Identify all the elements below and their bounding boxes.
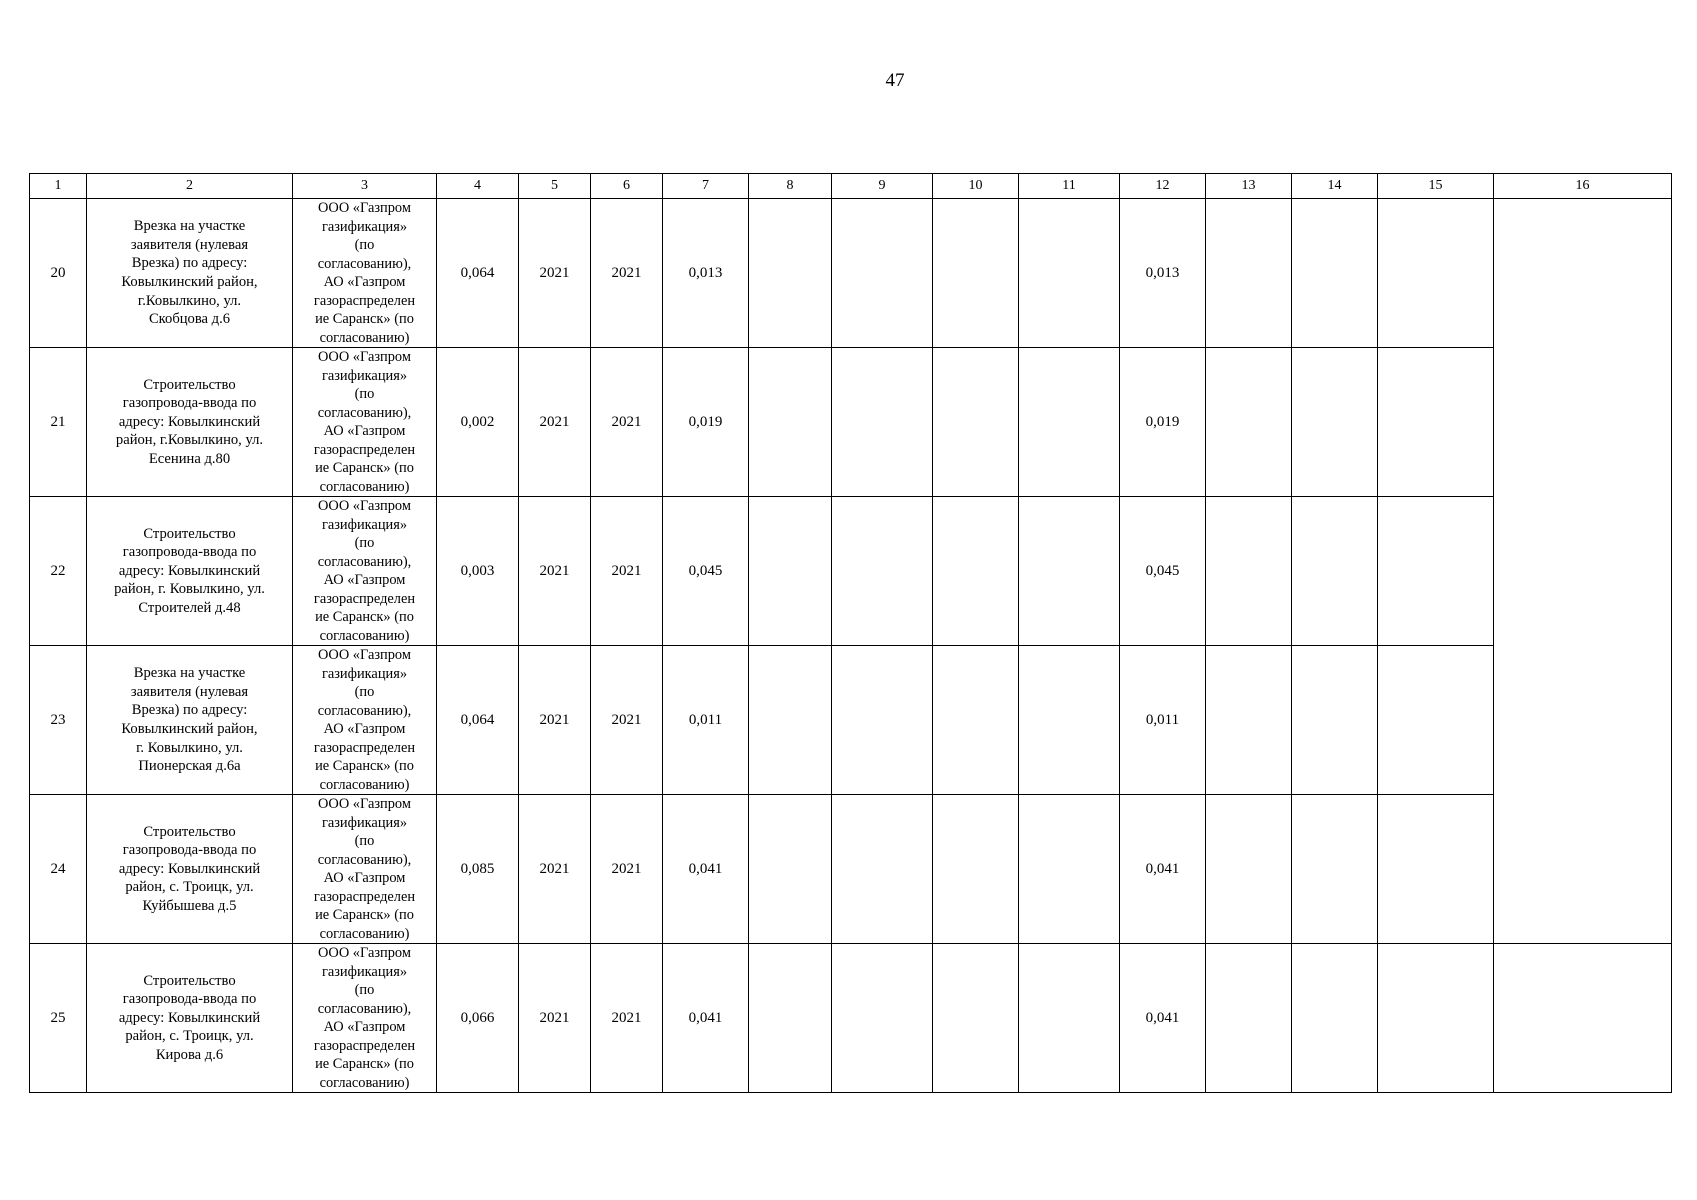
object-name-cell bbox=[87, 199, 293, 348]
cell-c12: 0,011 bbox=[1120, 646, 1206, 795]
organization-cell-line: газораспределен bbox=[313, 292, 416, 309]
cell-c7: 0,045 bbox=[663, 497, 749, 646]
object-name-cell-line: Куйбышева д.5 bbox=[142, 897, 237, 914]
cell-c16 bbox=[1494, 944, 1672, 1093]
object-name-cell-line: газопровода-ввода по bbox=[122, 395, 257, 412]
cell-c12: 0,041 bbox=[1120, 944, 1206, 1093]
cell-c4: 0,002 bbox=[437, 348, 519, 497]
organization-cell-line: согласованию) bbox=[319, 627, 410, 644]
cell-c5: 2021 bbox=[519, 199, 591, 348]
object-name-cell-line: Кирова д.6 bbox=[155, 1046, 224, 1063]
row-number-cell: 25 bbox=[30, 944, 87, 1093]
cell-c7: 0,041 bbox=[663, 795, 749, 944]
column-number-10: 10 bbox=[933, 174, 1019, 199]
cell-c8 bbox=[749, 944, 832, 1093]
cell-c11 bbox=[1019, 199, 1120, 348]
cell-c13 bbox=[1206, 497, 1292, 646]
column-number-9: 9 bbox=[832, 174, 933, 199]
organization-cell-line: согласованию) bbox=[319, 329, 410, 346]
column-number-2: 2 bbox=[87, 174, 293, 199]
table-row bbox=[30, 348, 1672, 497]
row-number-cell: 20 bbox=[30, 199, 87, 348]
object-name-cell-line: Пионерская д.6а bbox=[138, 758, 241, 775]
organization-cell-line: согласованию), bbox=[317, 851, 412, 868]
organization-cell-line: согласованию) bbox=[319, 478, 410, 495]
cell-c8 bbox=[749, 646, 832, 795]
cell-c14 bbox=[1292, 497, 1378, 646]
cell-c7: 0,019 bbox=[663, 348, 749, 497]
cell-c14 bbox=[1292, 348, 1378, 497]
organization-cell bbox=[293, 944, 437, 1093]
organization-cell-line: согласованию) bbox=[319, 776, 410, 793]
table-row bbox=[30, 795, 1672, 944]
organization-cell-line: согласованию) bbox=[319, 925, 410, 942]
cell-c7: 0,011 bbox=[663, 646, 749, 795]
object-name-cell-line: г. Ковылкино, ул. bbox=[136, 739, 243, 756]
column-number-15: 15 bbox=[1378, 174, 1494, 199]
cell-c4: 0,064 bbox=[437, 646, 519, 795]
table-row bbox=[30, 199, 1672, 348]
cell-c10 bbox=[933, 497, 1019, 646]
organization-cell-line: ООО «Газпром bbox=[318, 945, 411, 961]
column-number-8: 8 bbox=[749, 174, 832, 199]
organization-cell-line: ие Саранск» (по bbox=[315, 609, 414, 625]
cell-c8 bbox=[749, 795, 832, 944]
cell-c11 bbox=[1019, 646, 1120, 795]
organization-cell-line: согласованию) bbox=[319, 1074, 410, 1091]
organization-cell-line: ООО «Газпром bbox=[318, 796, 411, 812]
cell-c5: 2021 bbox=[519, 348, 591, 497]
row-number-cell: 22 bbox=[30, 497, 87, 646]
cell-c4: 0,085 bbox=[437, 795, 519, 944]
cell-c11 bbox=[1019, 348, 1120, 497]
organization-cell-line: ООО «Газпром bbox=[318, 647, 411, 663]
cell-c13 bbox=[1206, 348, 1292, 497]
cell-c15 bbox=[1378, 348, 1494, 497]
cell-c9 bbox=[832, 944, 933, 1093]
row-number-cell: 21 bbox=[30, 348, 87, 497]
column-number-5: 5 bbox=[519, 174, 591, 199]
organization-cell-line: (по bbox=[354, 982, 375, 998]
object-name-cell bbox=[87, 497, 293, 646]
cell-c9 bbox=[832, 348, 933, 497]
object-name-cell bbox=[87, 944, 293, 1093]
cell-c5: 2021 bbox=[519, 497, 591, 646]
object-name-cell-line: Врезка) по адресу: bbox=[131, 255, 248, 272]
object-name-cell-line: Врезка) по адресу: bbox=[131, 702, 248, 719]
organization-cell-line: ие Саранск» (по bbox=[315, 460, 414, 476]
object-name-cell-line: адресу: Ковылкинский bbox=[118, 860, 261, 877]
organization-cell-line: газораспределен bbox=[313, 1037, 416, 1054]
organization-cell-line: согласованию), bbox=[317, 553, 412, 570]
cell-c7: 0,013 bbox=[663, 199, 749, 348]
row-number-cell: 24 bbox=[30, 795, 87, 944]
object-name-cell-line: заявителя (нулевая bbox=[130, 683, 249, 700]
object-name-cell bbox=[87, 348, 293, 497]
organization-cell-line: ООО «Газпром bbox=[318, 200, 411, 216]
organization-cell-line: (по bbox=[354, 237, 375, 253]
object-name-cell-line: адресу: Ковылкинский bbox=[118, 562, 261, 579]
organization-cell bbox=[293, 348, 437, 497]
organization-cell-line: газификация» bbox=[321, 218, 408, 235]
cell-c11 bbox=[1019, 497, 1120, 646]
cell-c14 bbox=[1292, 199, 1378, 348]
organization-cell-line: газификация» bbox=[321, 367, 408, 384]
cell-c15 bbox=[1378, 795, 1494, 944]
organization-cell-line: ООО «Газпром bbox=[318, 498, 411, 514]
object-name-cell-line: газопровода-ввода по bbox=[122, 991, 257, 1008]
cell-c6: 2021 bbox=[591, 646, 663, 795]
organization-cell-line: (по bbox=[354, 684, 375, 700]
cell-c13 bbox=[1206, 795, 1292, 944]
table-row bbox=[30, 497, 1672, 646]
cell-c9 bbox=[832, 795, 933, 944]
organization-cell-line: АО «Газпром bbox=[323, 1019, 406, 1035]
column-number-6: 6 bbox=[591, 174, 663, 199]
organization-cell-line: согласованию), bbox=[317, 1000, 412, 1017]
cell-c15 bbox=[1378, 646, 1494, 795]
organization-cell-line: (по bbox=[354, 833, 375, 849]
cell-c14 bbox=[1292, 795, 1378, 944]
organization-cell-line: согласованию), bbox=[317, 702, 412, 719]
row-number-cell: 23 bbox=[30, 646, 87, 795]
cell-c4: 0,064 bbox=[437, 199, 519, 348]
object-name-cell-line: Ковылкинский район, bbox=[121, 721, 258, 737]
object-name-cell-line: газопровода-ввода по bbox=[122, 544, 257, 561]
organization-cell-line: газораспределен bbox=[313, 590, 416, 607]
cell-c10 bbox=[933, 795, 1019, 944]
cell-c15 bbox=[1378, 944, 1494, 1093]
cell-c10 bbox=[933, 199, 1019, 348]
organization-cell-line: согласованию), bbox=[317, 255, 412, 272]
cell-c12: 0,041 bbox=[1120, 795, 1206, 944]
organization-cell-line: АО «Газпром bbox=[323, 870, 406, 886]
object-name-cell-line: газопровода-ввода по bbox=[122, 842, 257, 859]
organization-cell-line: АО «Газпром bbox=[323, 423, 406, 439]
object-name-cell-line: Строительство bbox=[143, 525, 236, 542]
column-number-7: 7 bbox=[663, 174, 749, 199]
cell-c8 bbox=[749, 199, 832, 348]
organization-cell bbox=[293, 497, 437, 646]
organization-cell-line: газораспределен bbox=[313, 739, 416, 756]
cell-c8 bbox=[749, 348, 832, 497]
cell-c6: 2021 bbox=[591, 795, 663, 944]
column-number-4: 4 bbox=[437, 174, 519, 199]
column-number-11: 11 bbox=[1019, 174, 1120, 199]
organization-cell bbox=[293, 199, 437, 348]
organization-cell-line: газификация» bbox=[321, 963, 408, 980]
cell-c16-merged bbox=[1494, 199, 1672, 944]
organization-cell-line: газификация» bbox=[321, 665, 408, 682]
organization-cell-line: АО «Газпром bbox=[323, 274, 406, 290]
cell-c9 bbox=[832, 497, 933, 646]
object-name-cell-line: г.Ковылкино, ул. bbox=[137, 292, 242, 309]
cell-c5: 2021 bbox=[519, 646, 591, 795]
cell-c14 bbox=[1292, 646, 1378, 795]
object-name-cell-line: адресу: Ковылкинский bbox=[118, 1009, 261, 1026]
object-name-cell-line: Есенина д.80 bbox=[148, 450, 231, 467]
object-name-cell-line: адресу: Ковылкинский bbox=[118, 413, 261, 430]
organization-cell-line: ие Саранск» (по bbox=[315, 758, 414, 774]
organization-cell-line: ие Саранск» (по bbox=[315, 311, 414, 327]
cell-c5: 2021 bbox=[519, 944, 591, 1093]
column-number-1: 1 bbox=[30, 174, 87, 199]
column-number-3: 3 bbox=[293, 174, 437, 199]
object-name-cell-line: Строительство bbox=[143, 972, 236, 989]
object-name-cell-line: район, г.Ковылкино, ул. bbox=[115, 432, 264, 449]
organization-cell-line: АО «Газпром bbox=[323, 572, 406, 588]
cell-c12: 0,019 bbox=[1120, 348, 1206, 497]
object-name-cell-line: Врезка на участке bbox=[133, 665, 246, 682]
cell-c10 bbox=[933, 646, 1019, 795]
cell-c9 bbox=[832, 199, 933, 348]
organization-cell bbox=[293, 646, 437, 795]
table-row bbox=[30, 646, 1672, 795]
object-name-cell-line: район, с. Троицк, ул. bbox=[125, 879, 254, 896]
object-name-cell bbox=[87, 646, 293, 795]
organization-cell-line: (по bbox=[354, 535, 375, 551]
table-body bbox=[30, 174, 1672, 1093]
organization-cell-line: газификация» bbox=[321, 516, 408, 533]
organization-cell bbox=[293, 795, 437, 944]
column-number-13: 13 bbox=[1206, 174, 1292, 199]
object-name-cell-line: Ковылкинский район, bbox=[121, 274, 258, 290]
cell-c15 bbox=[1378, 199, 1494, 348]
cell-c10 bbox=[933, 944, 1019, 1093]
cell-c4: 0,003 bbox=[437, 497, 519, 646]
organization-cell-line: АО «Газпром bbox=[323, 721, 406, 737]
cell-c15 bbox=[1378, 497, 1494, 646]
data-table bbox=[29, 173, 1672, 1093]
cell-c6: 2021 bbox=[591, 944, 663, 1093]
cell-c5: 2021 bbox=[519, 795, 591, 944]
organization-cell-line: газораспределен bbox=[313, 441, 416, 458]
table-row bbox=[30, 944, 1672, 1093]
cell-c11 bbox=[1019, 795, 1120, 944]
object-name-cell-line: район, г. Ковылкино, ул. bbox=[114, 581, 265, 598]
column-number-12: 12 bbox=[1120, 174, 1206, 199]
cell-c13 bbox=[1206, 199, 1292, 348]
cell-c7: 0,041 bbox=[663, 944, 749, 1093]
organization-cell-line: согласованию), bbox=[317, 404, 412, 421]
object-name-cell-line: Скобцова д.6 bbox=[148, 311, 231, 328]
object-name-cell-line: заявителя (нулевая bbox=[130, 236, 249, 253]
object-name-cell-line: Строителей д.48 bbox=[138, 599, 241, 616]
cell-c9 bbox=[832, 646, 933, 795]
page-number: 47 bbox=[885, 70, 905, 91]
column-number-16: 16 bbox=[1494, 174, 1672, 199]
object-name-cell-line: Строительство bbox=[143, 823, 236, 840]
object-name-cell bbox=[87, 795, 293, 944]
object-name-cell-line: Врезка на участке bbox=[133, 218, 246, 235]
cell-c6: 2021 bbox=[591, 348, 663, 497]
cell-c10 bbox=[933, 348, 1019, 497]
cell-c6: 2021 bbox=[591, 497, 663, 646]
cell-c4: 0,066 bbox=[437, 944, 519, 1093]
cell-c13 bbox=[1206, 944, 1292, 1093]
cell-c13 bbox=[1206, 646, 1292, 795]
cell-c6: 2021 bbox=[591, 199, 663, 348]
cell-c11 bbox=[1019, 944, 1120, 1093]
organization-cell-line: газораспределен bbox=[313, 888, 416, 905]
cell-c12: 0,013 bbox=[1120, 199, 1206, 348]
column-number-14: 14 bbox=[1292, 174, 1378, 199]
organization-cell-line: газификация» bbox=[321, 814, 408, 831]
object-name-cell-line: район, с. Троицк, ул. bbox=[125, 1028, 254, 1045]
organization-cell-line: (по bbox=[354, 386, 375, 402]
organization-cell-line: ООО «Газпром bbox=[318, 349, 411, 365]
cell-c12: 0,045 bbox=[1120, 497, 1206, 646]
cell-c14 bbox=[1292, 944, 1378, 1093]
column-number-row bbox=[30, 174, 1672, 199]
cell-c8 bbox=[749, 497, 832, 646]
organization-cell-line: ие Саранск» (по bbox=[315, 1056, 414, 1072]
organization-cell-line: ие Саранск» (по bbox=[315, 907, 414, 923]
object-name-cell-line: Строительство bbox=[143, 376, 236, 393]
